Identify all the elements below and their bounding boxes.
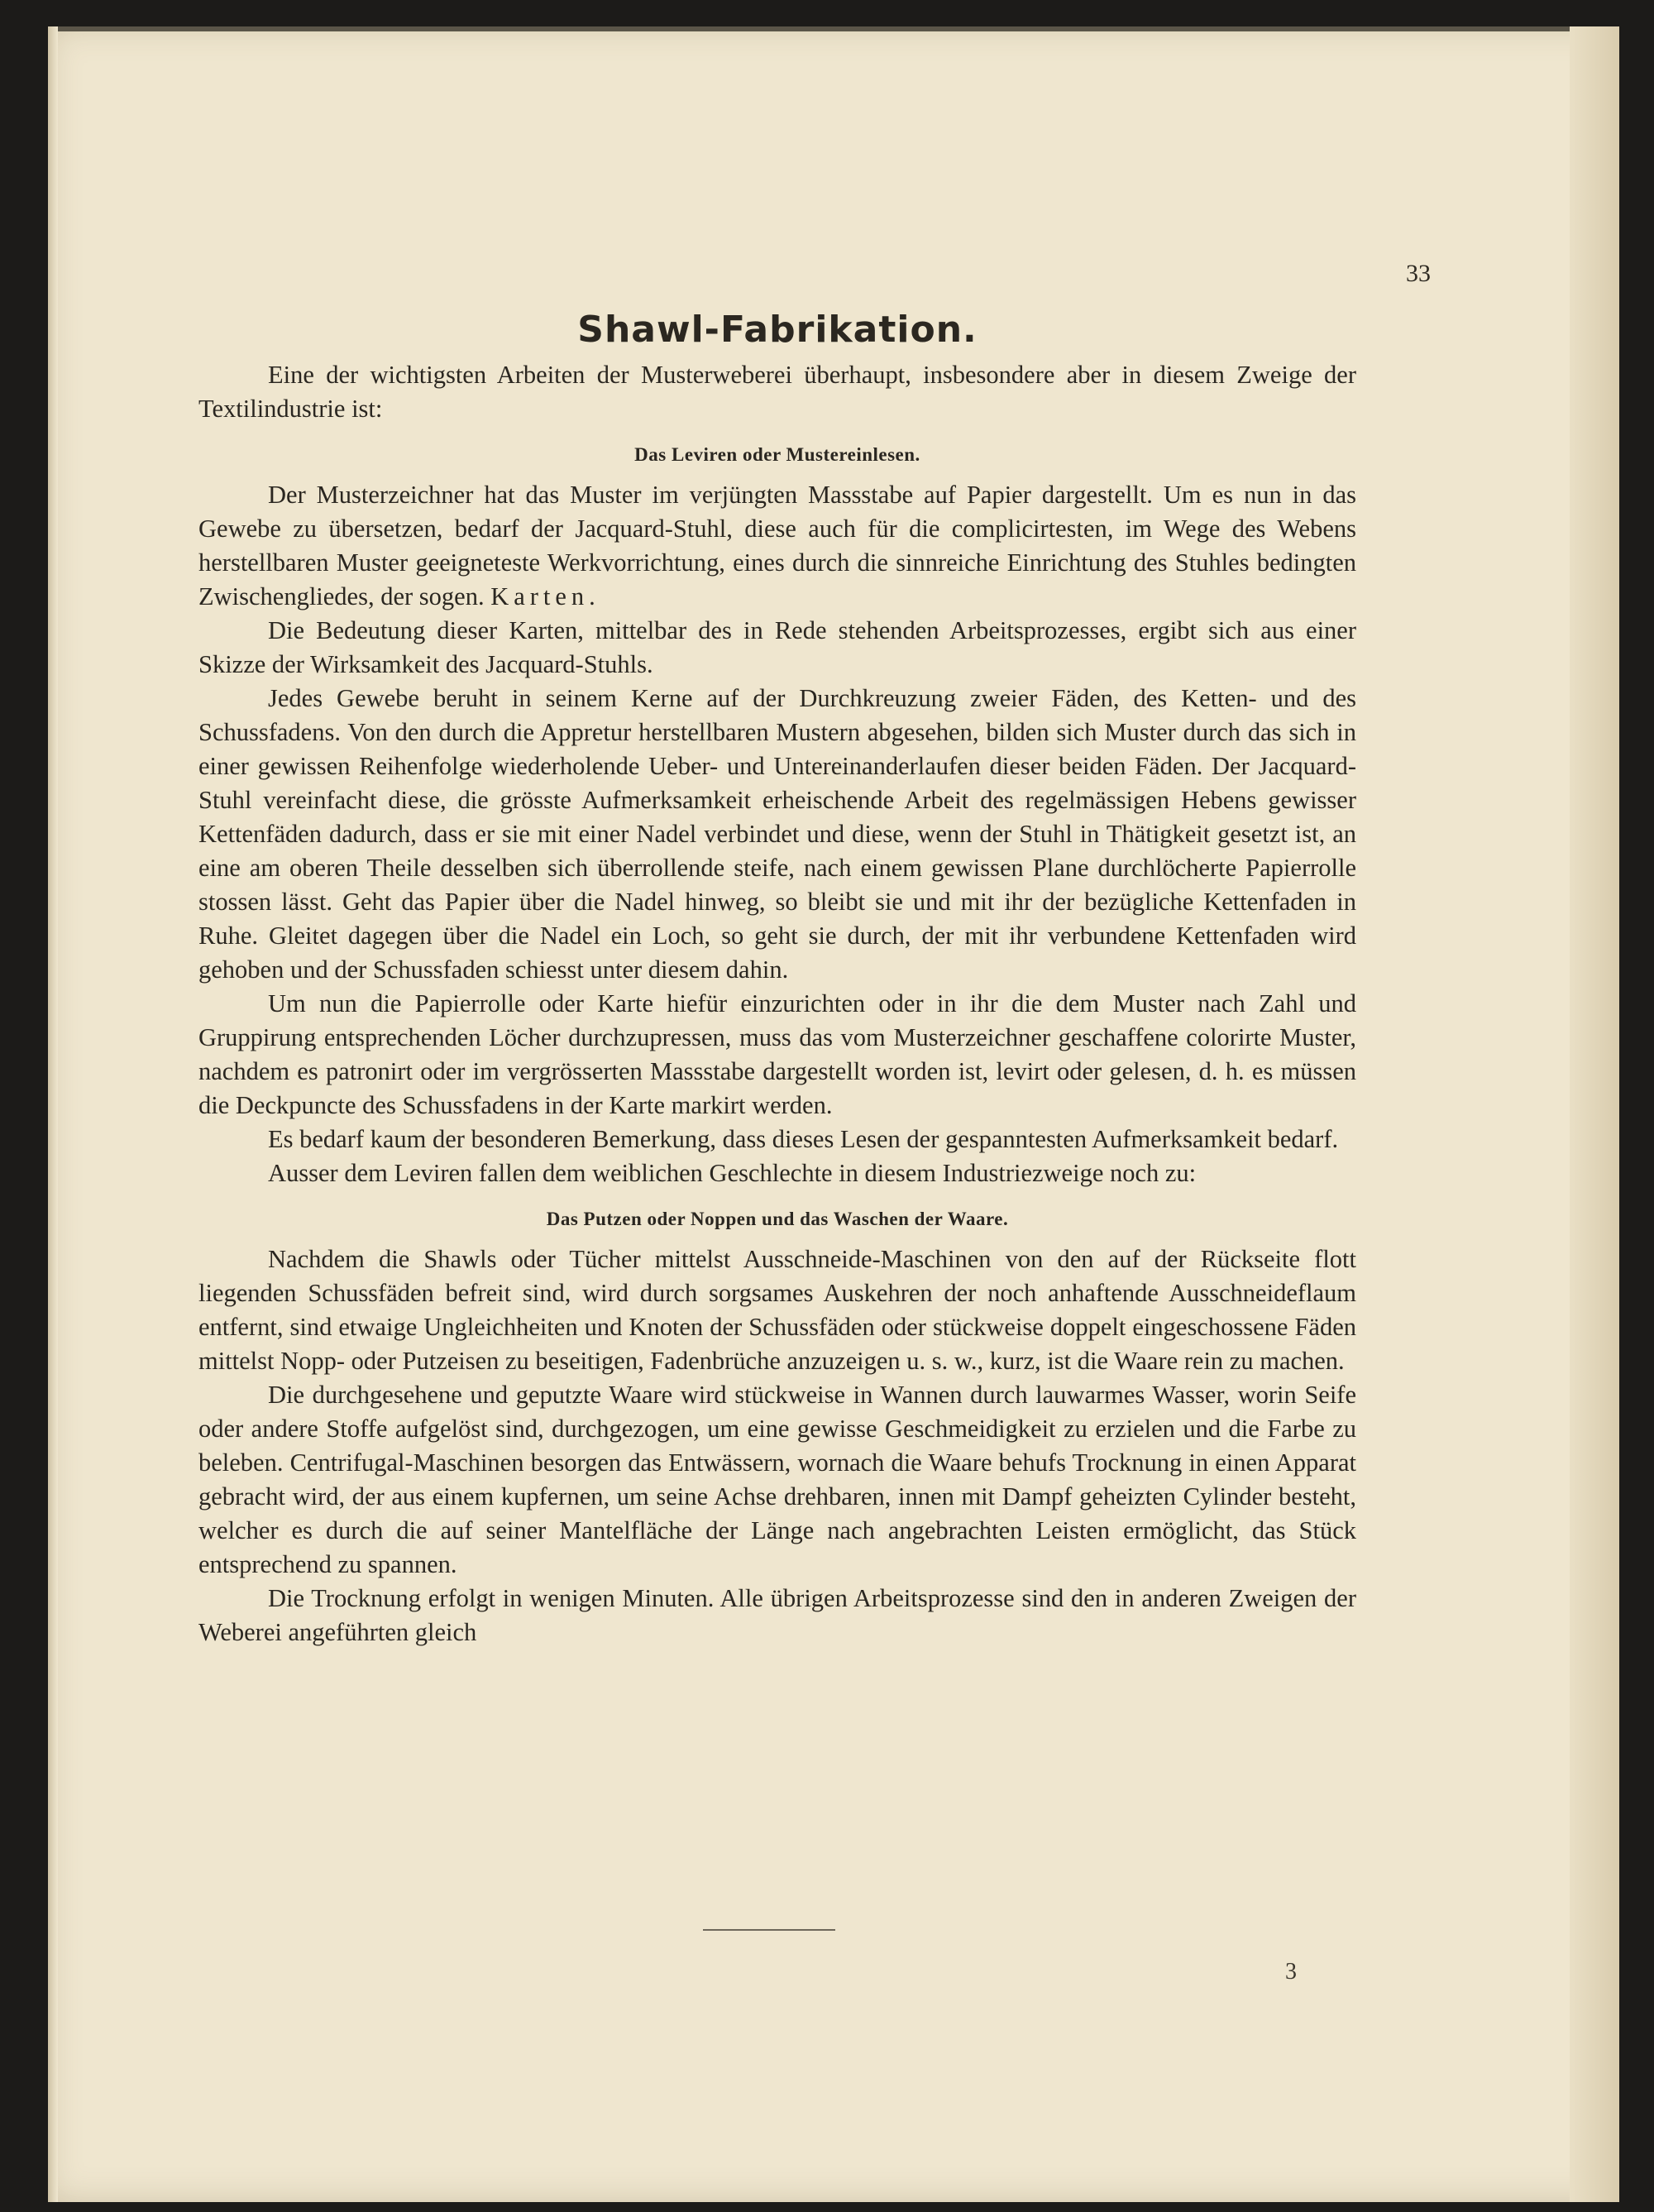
paragraph: Die Trocknung erfolgt in wenigen Minuten. Alle übrigen Arbeitsprozesse sind den in anderen Zweigen der Weberei angeführten gleich bbox=[198, 1584, 1356, 1646]
paragraph: Die Bedeutung dieser Karten, mittelbar des in Rede stehenden Arbeitsprozesses, ergibt sich aus einer Skizze der Wirksamkeit des Jacquard-Stuhls. bbox=[198, 616, 1356, 678]
paragraph bbox=[198, 478, 1356, 614]
page-gutter bbox=[48, 26, 58, 2202]
page-body bbox=[198, 309, 1356, 1649]
page-edge bbox=[1570, 26, 1619, 2202]
signature-mark: 3 bbox=[1285, 1959, 1297, 1985]
paragraph: Nachdem die Shawls oder Tücher mittelst Ausschneide-Maschinen von den auf der Rückseite flott liegenden Schussfäden befreit sind, wird durch sorgsames Auskehren der noch anhaftende Ausschneideflaum entfernt, sind etwaige Ungleichheiten und Knoten der Schussfäden oder stückweise doppelt eingeschossene Fäden mittelst Nopp- oder Putzeisen zu beseitigen, Fadenbrüche anzuzeigen u. s. w., kurz, ist die Waare rein zu machen. bbox=[198, 1245, 1356, 1375]
paragraph-text: Der Musterzeichner hat das Muster im verjüngten Massstabe auf Papier dargestellt. Um es nun in das Gewebe zu übersetzen, bedarf der Jacquard-Stuhl, diese auch für die complicirtesten, im Wege des Webens herstellbaren Muster geeigneteste Werkvorrichtung, eines durch die sinnreiche Einrichtung des Stuhles bedingten Zwischengliedes, der sogen. bbox=[198, 481, 1356, 610]
page-number: 33 bbox=[1406, 260, 1431, 287]
paragraph: Jedes Gewebe beruht in seinem Kerne auf der Durchkreuzung zweier Fäden, des Ketten- und des Schussfadens. Von den durch die Appretur herstellbaren Mustern abgesehen, bilden sich Muster durch das sich in einer gewissen Reihenfolge wiederholende Ueber- und Untereinanderlaufen dieser beiden Fäden. Der Jacquard-Stuhl vereinfacht diese, die grösste Aufmerksamkeit erheischende Arbeit des regelmässigen Hebens gewisser Kettenfäden dadurch, dass er sie mit einer Nadel verbindet und diese, wenn der Stuhl in Thätigkeit gesetzt ist, an eine am oberen Theile desselben sich überrollende steife, nach einem gewissen Plane durchlöcherte Papierrolle stossen lässt. Geht das Papier über die Nadel hinweg, so bleibt sie und mit ihr der bezügliche Kettenfaden in Ruhe. Gleitet dagegen über die Nadel ein Loch, so geht sie durch, der mit ihr verbundene Kettenfaden wird gehoben und der Schussfaden schiesst unter diesem dahin. bbox=[198, 684, 1356, 984]
top-rule bbox=[48, 26, 1619, 31]
paragraph: Ausser dem Leviren fallen dem weiblichen Geschlechte in diesem Industriezweige noch zu: bbox=[268, 1159, 1197, 1187]
closing-rule bbox=[703, 1929, 835, 1931]
paragraph: Eine der wichtigsten Arbeiten der Musterweberei überhaupt, insbesondere aber in diesem Zweige der Textilindustrie ist: bbox=[198, 361, 1356, 423]
section-heading: Das Leviren oder Mustereinlesen. bbox=[634, 444, 920, 465]
page-title: Shawl-Fabrikation. bbox=[577, 309, 978, 351]
paragraph: Um nun die Papierrolle oder Karte hiefür einzurichten oder in ihr die dem Muster nach Zahl und Gruppirung entsprechenden Löcher durchzupressen, muss das vom Musterzeichner geschaffene colorirte Muster, nachdem es patronirt oder im vergrösserten Massstabe dargestellt worden ist, levirt oder gelesen, d. h. es müssen die Deckpuncte des Schussfadens in der Karte markirt werden. bbox=[198, 989, 1356, 1119]
paragraph: Es bedarf kaum der besonderen Bemerkung, dass dieses Lesen der gespanntesten Aufmerksamkeit bedarf. bbox=[268, 1125, 1339, 1153]
section-heading: Das Putzen oder Noppen und das Waschen der Waare. bbox=[546, 1209, 1009, 1229]
emphasized-word: Karten. bbox=[490, 582, 600, 610]
paragraph: Die durchgesehene und geputzte Waare wird stückweise in Wannen durch lauwarmes Wasser, worin Seife oder andere Stoffe aufgelöst sind, durchgezogen, um eine gewisse Geschmeidigkeit zu erzielen und die Farbe zu beleben. Centrifugal-Maschinen besorgen das Entwässern, wornach die Waare behufs Trocknung in einen Apparat gebracht wird, der aus einem kupfernen, um seine Achse drehbaren, innen mit Dampf geheizten Cylinder besteht, welcher es durch die auf seiner Mantelfläche der Länge nach angebrachten Leisten ermöglicht, das Stück entsprechend zu spannen. bbox=[198, 1381, 1356, 1578]
